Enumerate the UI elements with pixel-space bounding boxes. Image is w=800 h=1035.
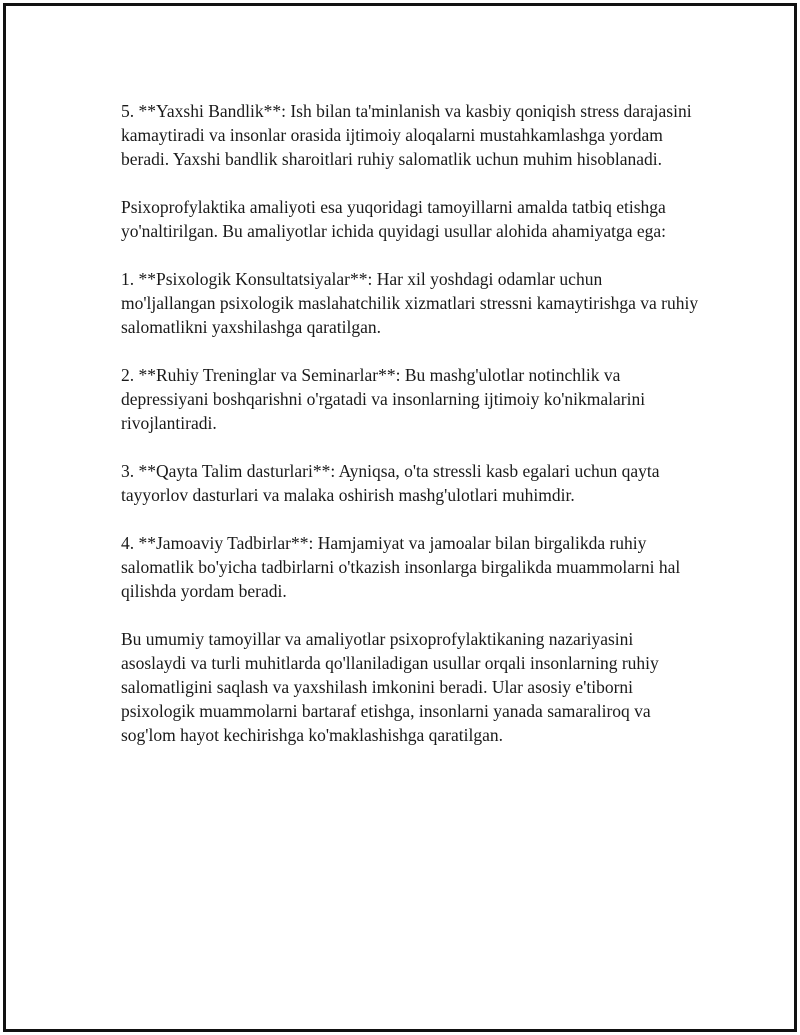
paragraph-qayta-talim: 3. **Qayta Talim dasturlari**: Ayniqsa, o'ta stressli kasb egalari uchun qayta tayyorlov dasturlari va malaka oshirish mashg'ulotlari muhimdir.	[121, 461, 660, 505]
document-body	[121, 99, 701, 747]
paragraph-yaxshi-bandlik: 5. **Yaxshi Bandlik**: Ish bilan ta'minlanish va kasbiy qoniqish stress darajasini kamaytiradi va insonlar orasida ijtimoiy aloqalarni mustahkamlashga yordam beradi. Yaxshi bandlik sharoitlari ruhiy salomatlik uchun muhim hisoblanadi.	[121, 101, 692, 169]
paragraph-jamoaviy-tadbirlar: 4. **Jamoaviy Tadbirlar**: Hamjamiyat va jamoalar bilan birgalikda ruhiy salomatlik bo'yicha tadbirlarni o'tkazish insonlarga birgalikda muammolarni hal qilishda yordam beradi.	[121, 533, 681, 601]
paragraph-amaliyot-intro: Psixoprofylaktika amaliyoti esa yuqoridagi tamoyillarni amalda tatbiq etishga yo'naltirilgan. Bu amaliyotlar ichida quyidagi usullar alohida ahamiyatga ega:	[121, 197, 667, 241]
paragraph-conclusion: Bu umumiy tamoyillar va amaliyotlar psixoprofylaktikaning nazariyasini asoslaydi va turli muhitlarda qo'llaniladigan usullar orqali insonlarning ruhiy salomatligini saqlash va yaxshilash imkonini beradi. Ular asosiy e'tiborni psixologik muammolarni bartaraf etishga, insonlarni yanada samaraliroq va sog'lom hayot kechirishga ko'maklashishga qaratilgan.	[121, 629, 659, 745]
paragraph-konsultatsiyalar: 1. **Psixologik Konsultatsiyalar**: Har xil yoshdagi odamlar uchun mo'ljallangan psixologik maslahatchilik xizmatlari stressni kamaytirishga va ruhiy salomatlikni yaxshilashga qaratilgan.	[121, 269, 699, 337]
paragraph-treninglar: 2. **Ruhiy Treninglar va Seminarlar**: Bu mashg'ulotlar notinchlik va depressiyani boshqarishni o'rgatadi va insonlarning ijtimoiy ko'nikmalarini rivojlantiradi.	[121, 365, 646, 433]
page-frame	[3, 3, 797, 1032]
